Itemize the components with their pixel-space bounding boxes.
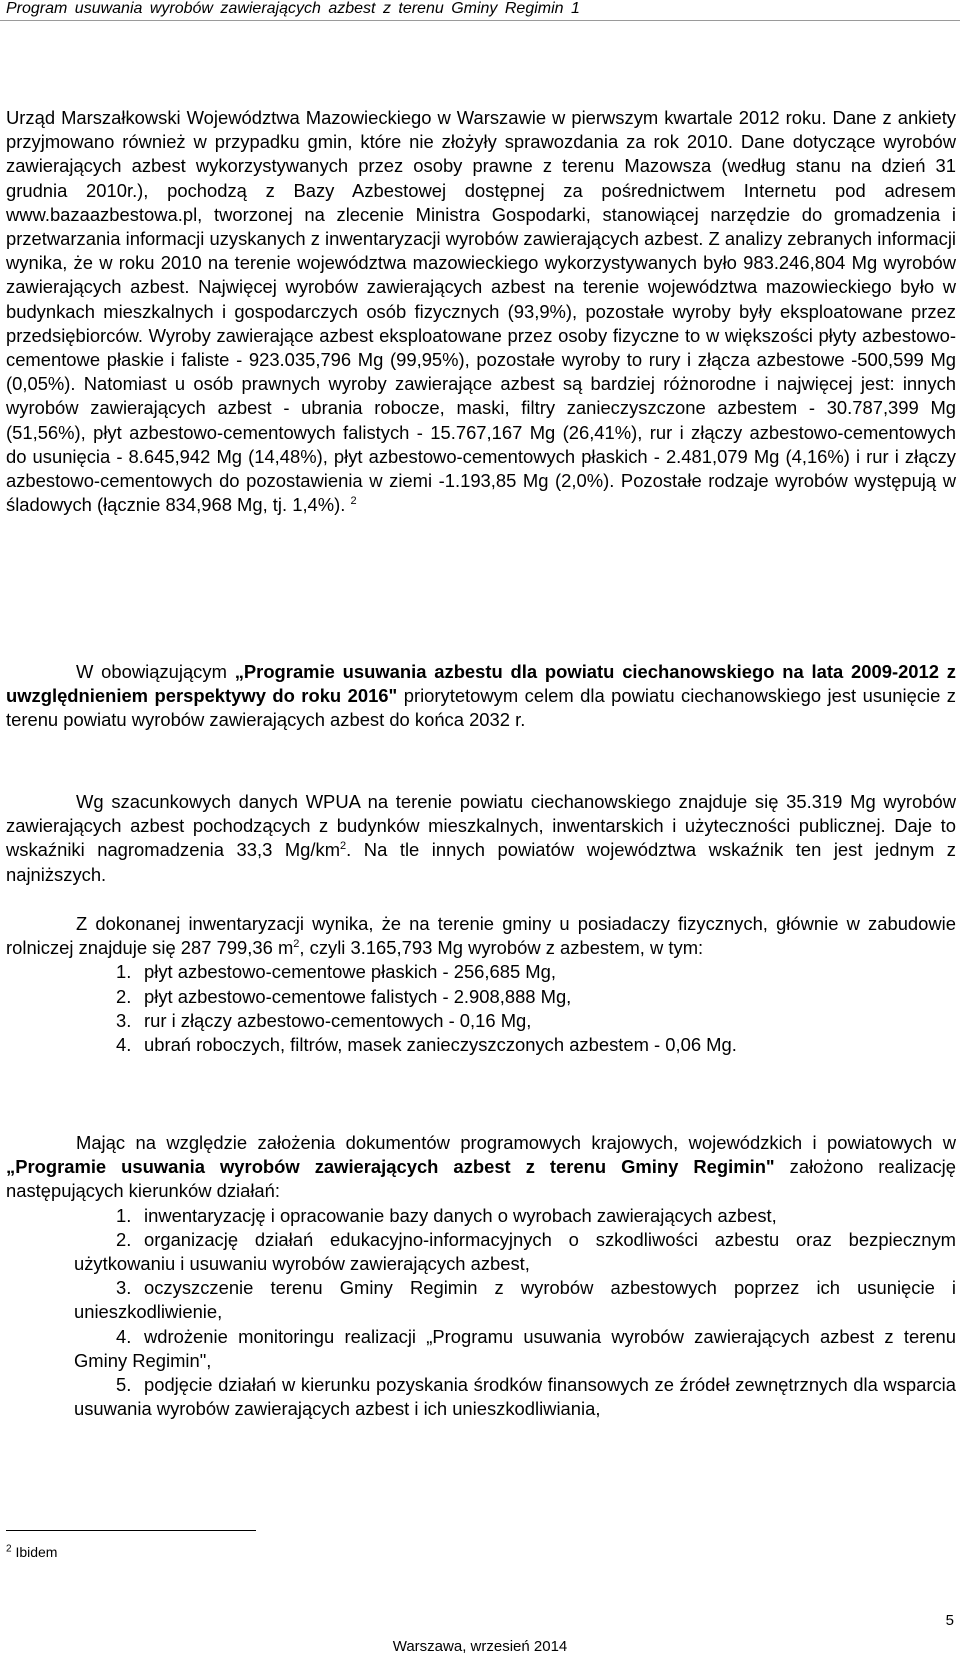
paragraph-text: założono realizację następujących kierunków działań: — [6, 1156, 956, 1202]
list-number: 5. — [116, 1374, 132, 1396]
program-title: „Programie usuwania azbestu dla powiatu ciechanowskiego na lata 2009-2012 z uwzględnieniem perspektywy do roku 2016" — [6, 661, 956, 707]
list-number: 1. — [116, 1204, 132, 1226]
list-text: oczyszczenie terenu Gminy Regimin z wyrobów azbestowych poprzez ich usunięcie i unieszkodliwienie, — [74, 1277, 956, 1323]
running-header: Program usuwania wyrobów zawierających azbest z terenu Gminy Regimin 1 — [6, 0, 580, 17]
list-text: płyt azbestowo-cementowe płaskich - 256,685 Mg, — [144, 961, 556, 983]
list-item — [6, 985, 956, 1009]
header-rule — [0, 20, 960, 21]
footnote — [6, 1543, 57, 1561]
list-item — [6, 1204, 956, 1228]
list-item — [6, 1325, 956, 1373]
paragraph-text: . Na tle innych powiatów województwa wskaźnik ten jest jednym z najniższych. — [6, 839, 956, 885]
paragraph-text: Mając na względzie założenia dokumentów programowych krajowych, wojewódzkich i powiatowych w — [76, 1132, 956, 1153]
paragraph-county-program — [6, 660, 956, 733]
list-item — [6, 1033, 956, 1057]
list-number: 1. — [116, 961, 132, 983]
paragraph-text: Wg szacunkowych danych WPUA na terenie powiatu ciechanowskiego znajduje się 35.319 Mg wyrobów zawierających azbest pochodzących z budynków mieszkalnych, inwentarskich i użyteczności publicznej. Daje to wskaźniki nagromadzenia 33,3 Mg/km — [6, 791, 956, 861]
paragraph-directions — [6, 1131, 956, 1421]
list-item — [6, 1009, 956, 1033]
list-item — [6, 1228, 956, 1276]
superscript: 2 — [340, 840, 347, 853]
list-text: wdrożenie monitoringu realizacji „Programu usuwania wyrobów zawierających azbest z terenu Gminy Regimin", — [74, 1325, 956, 1371]
page-number: 5 — [945, 1612, 954, 1629]
paragraph-text: Urząd Marszałkowski Województwa Mazowieckiego w Warszawie w pierwszym kwartale 2012 roku. Dane z ankiety przyjmowano również w przypadku gmin, które nie złożyły sprawozdania za rok 2010. Dane dotyczące wyrobów zawierających azbest wykorzystywanych przez osoby prawne z terenu Mazowsza (według stanu na dzień 31 grudnia 2010r.), pochodzą z Bazy Azbestowej dostępnej za pośrednictwem Internetu pod adresem www.bazaazbestowa.pl, tworzonej na zlecenie Ministra Gospodarki, stanowiącej narzędzie do gromadzenia i przetwarzania informacji uzyskanych z inwentaryzacji wyrobów zawierających azbest. Z analizy zebranych informacji wynika, że w roku 2010 na terenie województwa mazowieckiego wykorzystywanych było 983.246,804 Mg wyrobów zawierających azbest. Najwięcej wyrobów zawierających azbest na terenie województwa mazowieckiego było w budynkach mieszkalnych i gospodarczych osób fizycznych (93,9%), pozostałe wyroby były eksploatowane przez przedsiębiorców. Wyroby zawierające azbest eksploatowane przez osoby fizyczne to w większości płyty azbestowo-cementowe płaskie i faliste - 923.035,796 Mg (99,95%), pozostałe wyroby to rury i złącza azbestowe -500,599 Mg (0,05%). Natomiast u osób prawnych wyroby zawierające azbest są bardziej różnorodne i najwięcej jest: innych wyrobów zawierających azbest - ubrania robocze, maski, filtry zanieczyszczone azbestem - 30.787,399 Mg (51,56%), płyt azbestowo-cementowych falistych - 15.767,167 Mg (26,41%), rur i złączy azbestowo-cementowych do usunięcia - 8.645,942 Mg (14,48%), płyt azbestowo-cementowych płaskich - 2.481,079 Mg (4,16%) i rur i złączy azbestowo-cementowych do pozostawienia w ziemi -1.193,85 Mg (2,0%). Pozostałe rodzaje wyrobów występują w śladowych (łącznie 834,968 Mg, tj. 1,4%). — [6, 107, 956, 516]
list-number: 3. — [116, 1009, 132, 1031]
list-number: 2. — [116, 1228, 132, 1250]
inventory-list — [6, 960, 956, 1057]
list-number: 4. — [116, 1325, 132, 1347]
list-text: ubrań roboczych, filtrów, masek zanieczyszczonych azbestem - 0,06 Mg. — [144, 1034, 737, 1056]
list-text: organizację działań edukacyjno-informacyjnych o szkodliwości azbestu oraz bezpiecznym użytkowaniu i usuwaniu wyrobów zawierających azbest, — [74, 1228, 956, 1275]
paragraph-text: Z dokonanej inwentaryzacji wynika, że na terenie gminy u posiadaczy fizycznych, głównie w zabudowie rolniczej znajduje się 287 799,36 m — [6, 913, 956, 959]
list-text: inwentaryzację i opracowanie bazy danych o wyrobach zawierających azbest, — [144, 1204, 777, 1226]
page-footer: Warszawa, wrzesień 2014 — [392, 1638, 568, 1655]
list-text: płyt azbestowo-cementowe falistych - 2.908,888 Mg, — [144, 985, 572, 1007]
footnote-ref: 2 — [350, 495, 357, 508]
paragraph-text: priorytetowym celem dla powiatu ciechanowskiego jest usunięcie z terenu powiatu wyrobów zawierających azbest do końca 2032 r. — [6, 685, 956, 731]
list-item — [6, 1373, 956, 1421]
footnote-rule — [6, 1530, 256, 1531]
paragraph-inventory — [6, 912, 956, 1057]
list-number: 4. — [116, 1034, 132, 1056]
list-number: 2. — [116, 985, 132, 1007]
directions-list — [6, 1204, 956, 1422]
list-item — [6, 960, 956, 984]
list-text: podjęcie działań w kierunku pozyskania środków finansowych ze źródeł zewnętrznych dla wsparcia usuwania wyrobów zawierających azbest i ich unieszkodliwiania, — [74, 1374, 956, 1420]
footnote-text: Ibidem — [15, 1544, 58, 1560]
paragraph-text: , czyli 3.165,793 Mg wyrobów z azbestem, w tym: — [299, 937, 704, 959]
list-number: 3. — [116, 1277, 132, 1299]
paragraph-text: W obowiązującym — [76, 661, 235, 682]
footnote-number: 2 — [6, 1543, 12, 1555]
program-title: „Programie usuwania wyrobów zawierających azbest z terenu Gminy Regimin" — [6, 1156, 775, 1178]
paragraph-asbestos-data — [6, 106, 956, 517]
paragraph-wpua-estimate — [6, 790, 956, 887]
superscript: 2 — [293, 938, 300, 951]
list-text: rur i złączy azbestowo-cementowych - 0,16 Mg, — [144, 1009, 532, 1031]
list-item — [6, 1276, 956, 1324]
